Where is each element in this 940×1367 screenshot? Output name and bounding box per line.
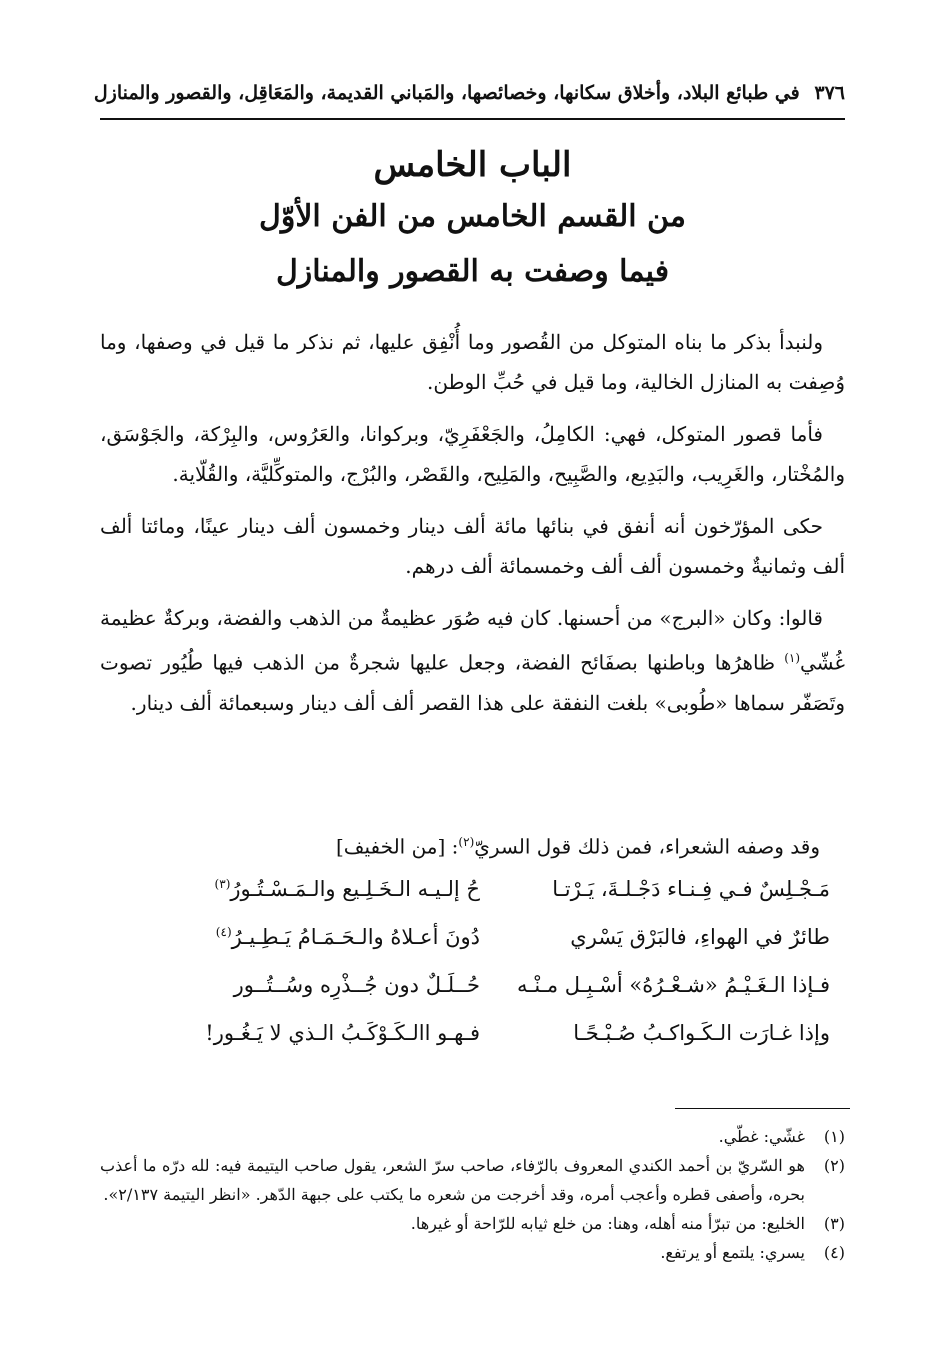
footnote-number: (٢) [823,1156,845,1175]
footnote-number: (٣) [823,1214,845,1233]
intro-text: وقد وصفه الشعراء، فمن ذلك قول السريّ [474,834,820,859]
footnote-text: الخليع: من تبرّأ منه أهله، وهنا: من خلع ثيابه للرّاحة أو غيرها. [410,1214,805,1233]
first-hemistich: طائرٌ في الهواءِ، فالبَرْق يَسْري [570,925,830,949]
paragraph [100,598,845,723]
first-hemistich: وإذا غـارَت الـكَـواكـبُ صُـبْـحًـا [573,1021,830,1045]
footnote [100,1151,845,1209]
footnote-text: يسري: يلتمع أو يرتفع. [660,1243,805,1262]
footnote-rule [675,1108,850,1109]
footnote-text: غشّي: غطّي. [718,1127,805,1146]
footnote-text: هو السّريّ بن أحمد الكندي المعروف بالرّفاء، صاحب سرّ الشعر، يقول صاحب اليتيمة فيه: لله درّه ما أعذب بحره، وأصفى قطره وأعجب أمره، وقد أخرجت من شعره ما يكتب على جبهة الدّهر. «انظر اليتيمة ٢/١٣٧». [100,1156,805,1204]
second-hemistich [160,925,480,949]
footnotes [100,1122,845,1267]
footnote [100,1122,845,1151]
paragraph: ولنبدأ بذكر ما بناه المتوكل من القُصور وما أُنْفِق عليها، ثم نذكر ما قيل في وصفها، وما وُصِفت به المنازل الخالية، وما قيل في حُبِّ الوطن. [100,330,845,394]
footnote-marker: (٤) [215,925,232,939]
running-header [93,78,845,108]
footnote [100,1209,845,1238]
footnote-number: (٤) [823,1243,845,1262]
verse-line [160,961,830,1009]
footnote-marker: (٣) [214,877,231,891]
first-hemistich: فـإذا الـغَـيْـمُ «شـعْـرُهُ» أسْـبِـل مـنْـه [516,973,830,997]
verse-line [160,1009,830,1057]
chapter-titles [100,140,845,300]
verse-introduction [336,822,820,867]
second-hemistich [160,877,480,901]
paragraph-text: قالوا: وكان «البرج» من أحسنها. كان فيه صُوَر عظيمةٌ من الذهب والفضة، وبركةٌ عظيمة غُشّي [100,606,845,675]
second-hemistich: فـهـو االـكَـوْكَـبُ الـذي لا يَـغُـور! [205,1021,480,1045]
footnote-number: (١) [823,1127,845,1146]
footnote-marker: (٢) [458,835,475,849]
footnote-marker: (١) [784,651,801,665]
verse-line [160,913,830,961]
page-number: ٣٧٦ [814,82,845,104]
meter-label: : [من الخفيف] [336,834,459,859]
chapter-title: الباب الخامس [373,145,572,185]
chapter-topic: فيما وصفت به القصور والمنازل [275,254,670,289]
second-hemistich: حُــلَـلٌ دون جُــذْرِه وسُــتُــور [233,973,480,997]
verse-line [160,865,830,913]
first-hemistich: مَـجْـلِسٌ فـي فِـنـاء دَجْـلـةَ، يَـرْتـا [552,877,830,901]
hemistich-text: حُ إلـيـه الـخَـلِـيع والـمَـسْـتُـورُ [230,877,480,901]
header-rule [100,118,845,120]
chapter-subtitle: من القسم الخامس من الفن الأوّل [259,199,686,234]
footnote [100,1238,845,1267]
hemistich-text: دُونَ أعـلاهُ والـحَـمَـامُ يَـطِـيـرُ [231,925,480,949]
poem [160,865,830,1057]
paragraph: فأما قصور المتوكل، فهي: الكامِلُ، والجَعْفَرِيّ، وبركوانا، والعَرُوس، والبِرْكة، والجَوْسَق، والمُخْتار، والغَرِيب، والبَدِيع، والصَّبِيح، والمَلِيح، والقَصْر، والبُرْج، والمتوكِّليَّة، والقُلّاية. [100,422,845,486]
main-text [100,322,845,733]
paragraph: حكى المؤرّخون أنه أنفق في بنائها مائة ألف دينار وخمسون ألف دينار عينًا، ومائتا ألف ألف وثمانيةٌ وخمسون ألف ألف وخمسمائة ألف درهم. [100,514,845,578]
paragraph-text: ظاهرُها وباطنها بصفَائح الفضة، وجعل عليها شجرةٌ من الذهب فيها طُيُور تصوت وتَصَفّر سماها «طُوبى» بلغت النفقة على هذا القصر ألف ألف دينار وسبعمائة ألف دينار. [100,650,845,715]
running-title: في طبائع البلاد، وأخلاق سكانها، وخصائصها، والمَباني القديمة، والمَعَاقِل، والقصور والمنازل [93,82,800,104]
